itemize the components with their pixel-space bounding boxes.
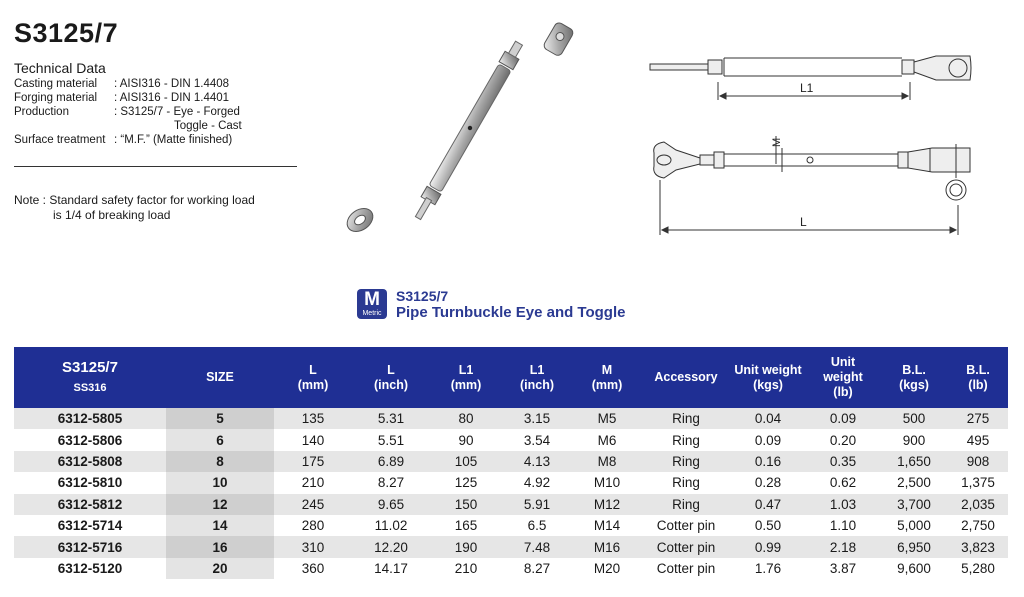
spec-value: : S3125/7 - Eye - Forged — [114, 106, 240, 118]
table-cell: 4.92 — [502, 472, 572, 493]
table-cell: 310 — [274, 536, 352, 557]
metric-badge-letter: M — [364, 289, 380, 310]
table-cell: 165 — [430, 515, 502, 536]
table-cell: 1,650 — [880, 451, 948, 472]
table-cell: 3.15 — [502, 408, 572, 429]
table-row — [14, 558, 1008, 579]
eye-end — [343, 204, 377, 236]
table-cell: 4.13 — [502, 451, 572, 472]
table-cell: 150 — [430, 494, 502, 515]
table-cell: 1.03 — [806, 494, 880, 515]
product-code-cell: 6312-5812 — [14, 494, 166, 515]
spec-label: Production — [14, 106, 69, 118]
table-cell: 210 — [274, 472, 352, 493]
table-cell: M8 — [572, 451, 642, 472]
table-cell: 5,280 — [948, 558, 1008, 579]
column-header-line: weight — [823, 370, 863, 384]
table-cell: 0.35 — [806, 451, 880, 472]
size-cell: 14 — [166, 515, 274, 536]
table-cell: M12 — [572, 494, 642, 515]
table-cell: 0.04 — [730, 408, 806, 429]
turnbuckle-photo — [330, 18, 610, 248]
column-header-line: (mm) — [450, 377, 482, 392]
table-cell: 0.62 — [806, 472, 880, 493]
table-cell: 908 — [948, 451, 1008, 472]
column-header-line: (lb) — [833, 385, 853, 399]
column-header-line: (inch) — [519, 377, 555, 392]
table-cell: 105 — [430, 451, 502, 472]
table-cell: 8.27 — [502, 558, 572, 579]
table-cell: Ring — [642, 472, 730, 493]
divider — [14, 166, 297, 167]
spec-casting-material — [14, 77, 314, 91]
table-row — [14, 451, 1008, 472]
table-cell: 14.17 — [352, 558, 430, 579]
column-header-line: (kgs) — [899, 377, 929, 392]
table-cell: 245 — [274, 494, 352, 515]
column-header-line: B.L. — [966, 362, 990, 377]
table-cell: 5.31 — [352, 408, 430, 429]
table-cell: 275 — [948, 408, 1008, 429]
table-row — [14, 515, 1008, 536]
table-cell: 0.16 — [730, 451, 806, 472]
size-cell: 8 — [166, 451, 274, 472]
table-cell: 0.28 — [730, 472, 806, 493]
table-cell: 140 — [274, 429, 352, 450]
page-title: S3125/7 — [14, 18, 119, 48]
table-cell: 5,000 — [880, 515, 948, 536]
spec-label: Forging material — [14, 92, 98, 104]
column-header — [948, 347, 1008, 408]
table-cell: M5 — [572, 408, 642, 429]
spec-production-toggle — [14, 119, 314, 133]
column-header-line: (lb) — [968, 377, 988, 392]
table-row — [14, 494, 1008, 515]
table-cell: 80 — [430, 408, 502, 429]
column-header — [642, 347, 730, 408]
table-cell: M14 — [572, 515, 642, 536]
header-product-sub: SS316 — [73, 381, 107, 394]
column-header-line: Unit weight — [734, 362, 802, 377]
table-cell: 500 — [880, 408, 948, 429]
metric-badge-text: Metric — [362, 310, 382, 317]
table-header-row — [14, 347, 1008, 408]
column-header — [880, 347, 948, 408]
table-cell: 0.09 — [806, 408, 880, 429]
spec-forging-material — [14, 91, 314, 105]
safety-note-continued: is 1/4 of breaking load — [53, 208, 171, 222]
toggle-end — [542, 21, 574, 57]
spec-value: : “M.F.” (Matte finished) — [114, 134, 233, 146]
table-cell: 8.27 — [352, 472, 430, 493]
table-cell: 2.18 — [806, 536, 880, 557]
product-code-cell: 6312-5716 — [14, 536, 166, 557]
table-body — [14, 408, 1008, 579]
table-cell: 1,375 — [948, 472, 1008, 493]
metric-badge — [357, 289, 387, 319]
table-cell: 280 — [274, 515, 352, 536]
table-cell: 135 — [274, 408, 352, 429]
table-cell: 0.09 — [730, 429, 806, 450]
table-cell: 210 — [430, 558, 502, 579]
table-cell: 0.20 — [806, 429, 880, 450]
size-cell: 16 — [166, 536, 274, 557]
table-cell: M10 — [572, 472, 642, 493]
size-cell: 10 — [166, 472, 274, 493]
product-code-cell: 6312-5714 — [14, 515, 166, 536]
column-header — [572, 347, 642, 408]
column-header — [274, 347, 352, 408]
table-cell: M6 — [572, 429, 642, 450]
table-cell: 9,600 — [880, 558, 948, 579]
label-l: L — [800, 215, 807, 229]
technical-drawing — [640, 40, 990, 245]
column-header-line: L1 — [529, 362, 545, 377]
column-header-line: Accessory — [654, 370, 718, 384]
header-product — [14, 347, 166, 408]
size-cell: 6 — [166, 429, 274, 450]
section-code: S3125/7 — [396, 288, 449, 304]
column-header-line: B.L. — [902, 362, 926, 377]
column-header-line: L — [387, 362, 395, 377]
column-header-line: (inch) — [373, 377, 409, 392]
table-cell: 360 — [274, 558, 352, 579]
size-cell: 20 — [166, 558, 274, 579]
table-cell: 900 — [880, 429, 948, 450]
table-cell: 2,035 — [948, 494, 1008, 515]
table-cell: Ring — [642, 494, 730, 515]
column-header — [806, 347, 880, 408]
table-cell: Cotter pin — [642, 515, 730, 536]
spec-value: : AISI316 - DIN 1.4408 — [114, 78, 230, 90]
safety-note: Note : Standard safety factor for working load — [14, 193, 255, 207]
table-cell: Ring — [642, 429, 730, 450]
product-code-cell: 6312-5810 — [14, 472, 166, 493]
table-cell: M20 — [572, 558, 642, 579]
table-cell: 3,700 — [880, 494, 948, 515]
table-cell: M16 — [572, 536, 642, 557]
column-header-line: (mm) — [591, 377, 623, 392]
table-row — [14, 408, 1008, 429]
table-cell: 0.47 — [730, 494, 806, 515]
product-code-cell: 6312-5808 — [14, 451, 166, 472]
drawing-side-view — [654, 136, 970, 235]
product-code-cell: 6312-5806 — [14, 429, 166, 450]
spec-production — [14, 105, 314, 119]
table-cell: 9.65 — [352, 494, 430, 515]
table-cell: 90 — [430, 429, 502, 450]
column-header-line: (mm) — [297, 377, 329, 392]
column-header-line: Unit — [830, 355, 856, 369]
spec-value: : AISI316 - DIN 1.4401 — [114, 92, 230, 104]
product-code-cell: 6312-5805 — [14, 408, 166, 429]
size-cell: 12 — [166, 494, 274, 515]
product-code-cell: 6312-5120 — [14, 558, 166, 579]
section-name: Pipe Turnbuckle Eye and Toggle — [396, 304, 626, 321]
column-header — [352, 347, 430, 408]
table-cell: 5.51 — [352, 429, 430, 450]
table-cell: 2,500 — [880, 472, 948, 493]
header-product-main: S3125/7 — [62, 358, 118, 376]
spec-value: Toggle - Cast — [174, 120, 242, 132]
table-cell: 11.02 — [352, 515, 430, 536]
table-cell: 125 — [430, 472, 502, 493]
table-cell: 1.76 — [730, 558, 806, 579]
table-cell: 6,950 — [880, 536, 948, 557]
column-header-line: M — [601, 362, 613, 377]
column-header-line: L — [309, 362, 317, 377]
table-cell: 3,823 — [948, 536, 1008, 557]
table-cell: 3.87 — [806, 558, 880, 579]
table-cell: 0.50 — [730, 515, 806, 536]
table-cell: 12.20 — [352, 536, 430, 557]
spec-surface-treatment — [14, 133, 314, 147]
column-header-line: L1 — [458, 362, 474, 377]
column-header — [166, 347, 274, 408]
spec-table — [14, 347, 1008, 579]
table-cell: 5.91 — [502, 494, 572, 515]
table-cell: 2,750 — [948, 515, 1008, 536]
table-cell: Ring — [642, 408, 730, 429]
column-header — [502, 347, 572, 408]
table-cell: Cotter pin — [642, 536, 730, 557]
table-cell: 3.54 — [502, 429, 572, 450]
table-cell: 6.5 — [502, 515, 572, 536]
table-cell: 495 — [948, 429, 1008, 450]
column-header — [730, 347, 806, 408]
table-cell: Ring — [642, 451, 730, 472]
technical-data-heading: Technical Data — [14, 60, 106, 76]
column-header — [430, 347, 502, 408]
size-cell: 5 — [166, 408, 274, 429]
table-cell: Cotter pin — [642, 558, 730, 579]
table-cell: 190 — [430, 536, 502, 557]
table-cell: 6.89 — [352, 451, 430, 472]
column-header-line: (kgs) — [753, 377, 783, 392]
spec-label: Casting material — [14, 78, 98, 90]
label-m: M — [771, 137, 783, 147]
table-cell: 7.48 — [502, 536, 572, 557]
table-cell: 175 — [274, 451, 352, 472]
label-l1: L1 — [800, 81, 814, 95]
spec-label: Surface treatment — [14, 134, 106, 146]
table-row — [14, 429, 1008, 450]
table-row — [14, 536, 1008, 557]
table-cell: 0.99 — [730, 536, 806, 557]
table-row — [14, 472, 1008, 493]
column-header-line: SIZE — [206, 370, 234, 384]
table-cell: 1.10 — [806, 515, 880, 536]
